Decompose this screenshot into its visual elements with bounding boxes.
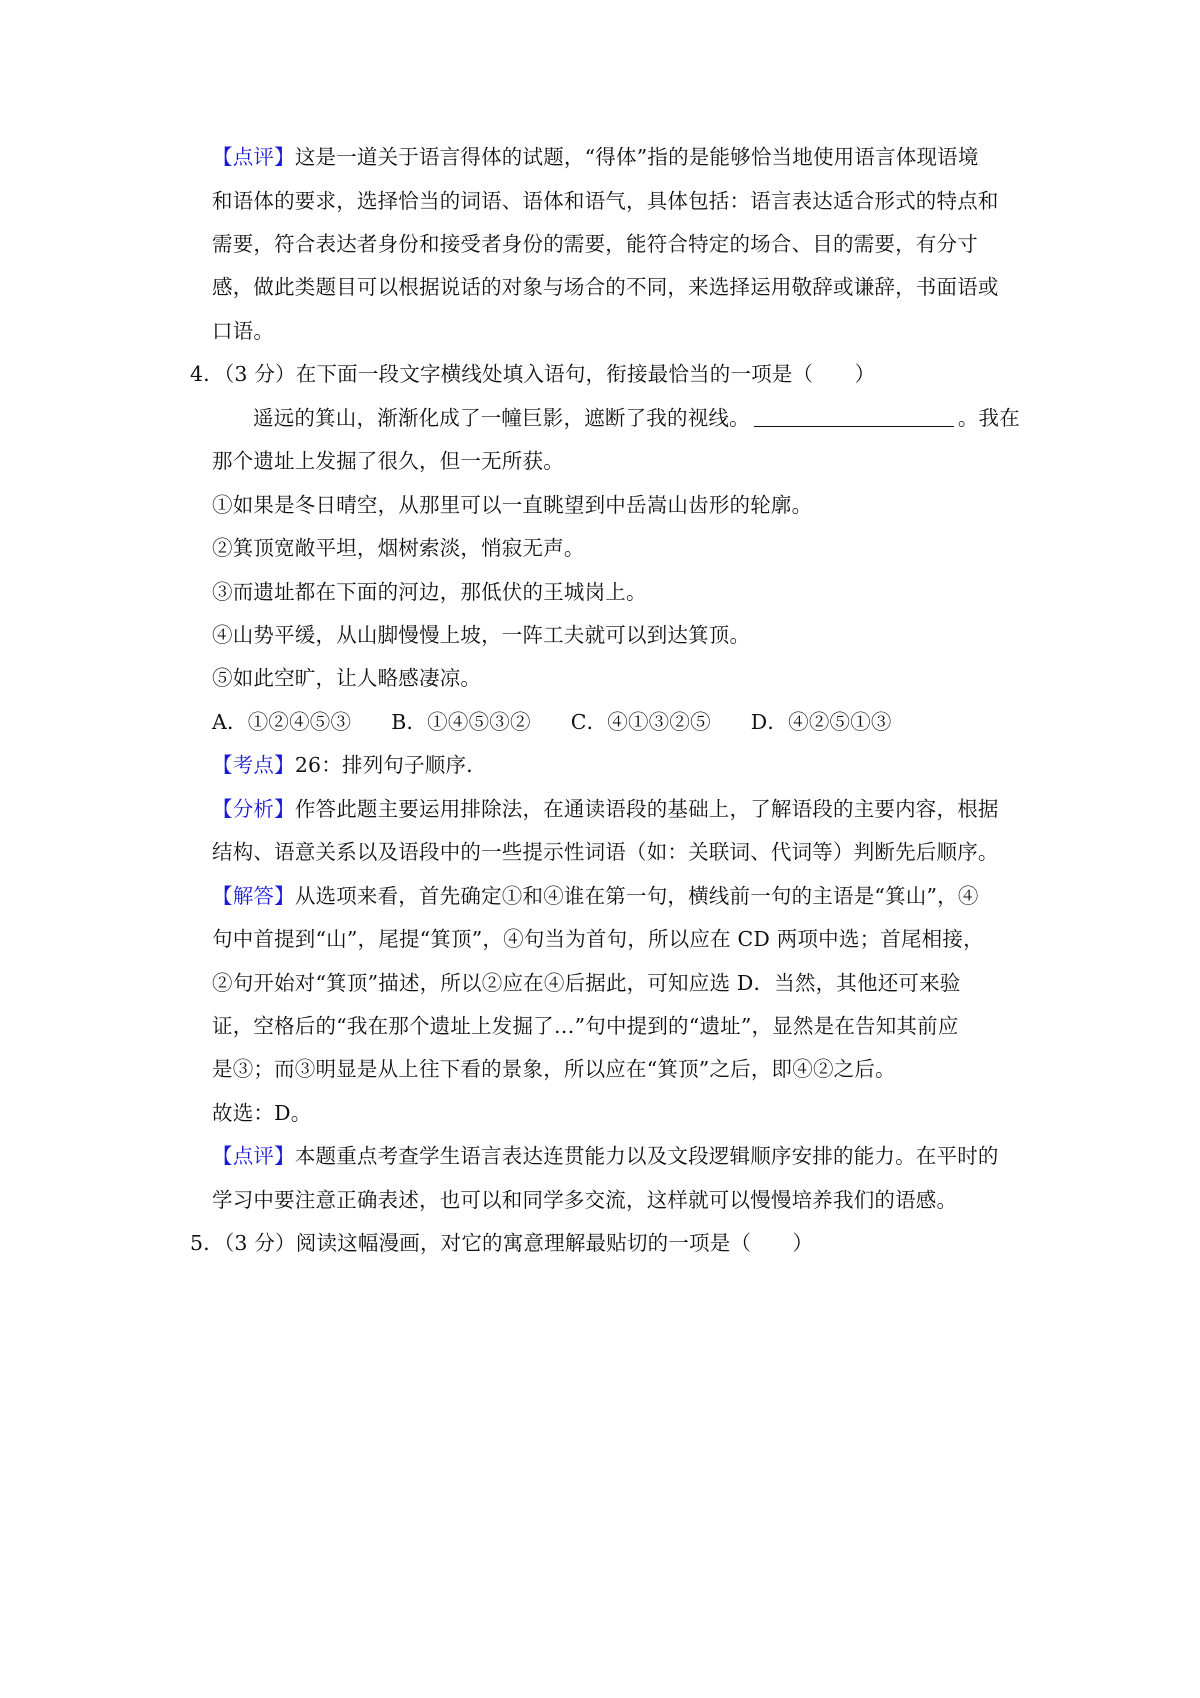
fenxi-line-1: 【分析】作答此题主要运用排除法，在通读语段的基础上，了解语段的主要内容，根据 [212,797,999,821]
answer-line: 故选：D。 [212,1101,312,1125]
kaodian-tag: 【考点】 [212,753,295,777]
jieda-line-3: ②句开始对“箕顶”描述，所以②应在④后据此，可知应选 D．当然，其他还可来验 [212,971,961,995]
dianping-line-1: 【点评】本题重点考查学生语言表达连贯能力以及文段逻辑顺序安排的能力。在平时的 [212,1144,999,1168]
option-c: C．④①③②⑤ [570,710,711,734]
question-4-passage-line-1: 遥远的箕山，渐渐化成了一幢巨影，遮断了我的视线。 。我在 [253,406,1020,430]
jieda-tag: 【解答】 [212,884,295,908]
review1-line-1: 【点评】这是一道关于语言得体的试题，“得体”指的是能够恰当地使用语言体现语境 [212,145,979,169]
fenxi-tag: 【分析】 [212,797,295,821]
dianping-tag: 【点评】 [212,1144,295,1168]
review1-line-3: 需要，符合表达者身份和接受者身份的需要，能符合特定的场合、目的需要，有分寸 [212,232,978,256]
answer-blank [754,404,954,427]
review-tag: 【点评】 [212,145,295,169]
fenxi-line-2: 结构、语意关系以及语段中的一些提示性词语（如：关联词、代词等）判断先后顺序。 [212,840,999,864]
kaodian-line: 【考点】26：排列句子顺序． [212,753,487,777]
dianping-line-2: 学习中要注意正确表述，也可以和同学多交流，这样就可以慢慢培养我们的语感。 [212,1188,958,1212]
sentence-4: ④山势平缓，从山脚慢慢上坡，一阵工夫就可以到达箕顶。 [212,623,751,647]
jieda-line-1: 【解答】从选项来看，首先确定①和④谁在第一句，横线前一句的主语是“箕山”，④ [212,884,979,908]
option-d: D．④②⑤①③ [750,710,892,734]
review1-line-4: 感，做此类题目可以根据说话的对象与场合的不同，来选择运用敬辞或谦辞，书面语或 [212,275,999,299]
question-5-stem: 5．（3 分）阅读这幅漫画，对它的寓意理解最贴切的一项是（ ） [190,1231,814,1255]
sentence-1: ①如果是冬日晴空，从那里可以一直眺望到中岳嵩山齿形的轮廓。 [212,493,813,517]
sentence-5: ⑤如此空旷，让人略感凄凉。 [212,666,482,690]
option-a: A．①②④⑤③ [212,710,352,734]
sentence-2: ②箕顶宽敞平坦，烟树索淡，悄寂无声。 [212,536,585,560]
answer-options [212,707,932,737]
option-b: B．①④⑤③② [391,710,531,734]
review1-line-2: 和语体的要求，选择恰当的词语、语体和语气，具体包括：语言表达适合形式的特点和 [212,189,999,213]
review1-line-5: 口语。 [212,319,275,343]
sentence-3: ③而遗址都在下面的河边，那低伏的王城岗上。 [212,580,647,604]
question-4-passage-line-2: 那个遗址上发掘了很久，但一无所获。 [212,449,564,473]
jieda-line-4: 证，空格后的“我在那个遗址上发掘了…”句中提到的“遗址”，显然是在告知其前应 [212,1014,959,1038]
question-4-stem: 4．（3 分）在下面一段文字横线处填入语句，衔接最恰当的一项是（ ） [190,362,876,386]
jieda-line-5: 是③；而③明显是从上往下看的景象，所以应在“箕顶”之后，即④②之后。 [212,1057,896,1081]
jieda-line-2: 句中首提到“山”，尾提“箕顶”，④句当为首句，所以应在 CD 两项中选；首尾相接， [212,927,984,951]
